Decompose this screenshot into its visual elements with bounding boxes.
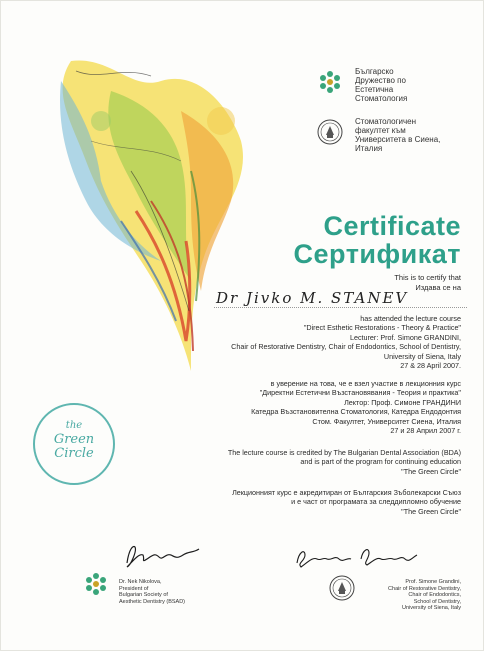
certificate-title-en: Certificate <box>323 211 461 241</box>
accreditation-line: "The Green Circle" <box>401 506 461 516</box>
caption-line: President of <box>119 585 149 592</box>
org1-line: Дружество по <box>355 76 406 85</box>
course-details-en <box>231 314 461 370</box>
accreditation-bg <box>232 488 461 516</box>
certify-en: This is to certify that <box>394 273 461 282</box>
green-circle-logo <box>33 403 115 485</box>
course-line: University of Siena, Italy <box>383 351 461 361</box>
course-line: 27 & 28 April 2007. <box>400 361 461 371</box>
course-line: "Директни Естетични Възстановявания - Теория и практика" <box>259 388 461 398</box>
flower-logo-icon <box>317 69 343 95</box>
course-line: Chair of Restorative Dentistry, Chair of Endodontics, School of Dentistry, <box>231 342 461 352</box>
org1-line: Стоматология <box>355 94 408 103</box>
caption-line: Dr. Nek Nikolova, <box>119 579 162 585</box>
caption-line: Bulgarian Society of <box>119 592 168 598</box>
signatory-right-caption <box>388 579 461 612</box>
certify-bg: Издава се на <box>415 283 461 292</box>
university-seal-icon <box>317 119 343 145</box>
signatory-left-caption <box>119 579 185 605</box>
recipient-underline <box>214 307 467 308</box>
recipient-name: Dr Jivko M. STANEV <box>216 289 409 307</box>
caption-line: School of Dentistry, <box>413 598 461 605</box>
accreditation-line: и е част от програмата за следдипломно обучение <box>291 497 461 507</box>
org1-line: Естетична <box>355 85 394 94</box>
caption-line: Chair of Restorative Dentistry, <box>388 585 461 592</box>
course-line: Стом. Факултет, Университет Сиена, Италия <box>312 416 461 426</box>
caption-line: Prof. Simone Grandini, <box>405 579 461 585</box>
course-line: Катедра Възстановителна Стоматология, Катедра Ендодонтия <box>251 407 461 417</box>
caption-line: Aesthetic Dentistry (BSAD) <box>119 598 186 605</box>
course-line: в уверение на това, че е взел участие в лекционния курс <box>270 379 461 388</box>
course-line: 27 и 28 Април 2007 г. <box>390 426 461 436</box>
green-circle-text: Green <box>53 432 95 447</box>
accreditation-line: Лекционният курс е акредитиран от Българския Зъболекарски Съюз <box>232 488 461 497</box>
accreditation-line: and is part of the program for continuing education <box>300 457 461 467</box>
accreditation-line: "The Green Circle" <box>401 466 461 476</box>
org2-line: Университета в Сиена, <box>355 135 441 144</box>
green-circle-text: Circle <box>54 446 94 461</box>
green-circle-text: the <box>65 420 83 431</box>
accreditation-line: The lecture course is credited by The Bulgarian Dental Association (BDA) <box>227 448 461 457</box>
certificate-title-bg: Сертификат <box>293 239 461 269</box>
course-line: Lecturer: Prof. Simone GRANDINI, <box>349 332 461 342</box>
course-line: Лектор: Проф. Симоне ГРАНДИНИ <box>344 397 461 407</box>
signature-left <box>119 541 209 571</box>
caption-line: University of Siena, Italy <box>402 605 461 611</box>
flower-logo-icon <box>83 571 109 597</box>
course-line: has attended the lecture course <box>360 314 461 323</box>
accreditation-en <box>228 448 461 476</box>
caption-line: Chair of Endodontics, <box>408 592 461 598</box>
org1-line: Българско <box>355 67 394 76</box>
signature-right <box>291 541 421 575</box>
org2-line: Стоматологичен <box>355 117 417 126</box>
university-seal-icon <box>329 575 355 601</box>
course-details-bg <box>251 379 461 435</box>
course-line: "Direct Esthetic Restorations - Theory & Practice" <box>303 323 461 333</box>
org2-line: факултет към <box>355 126 406 135</box>
org2-line: Италия <box>355 144 383 153</box>
